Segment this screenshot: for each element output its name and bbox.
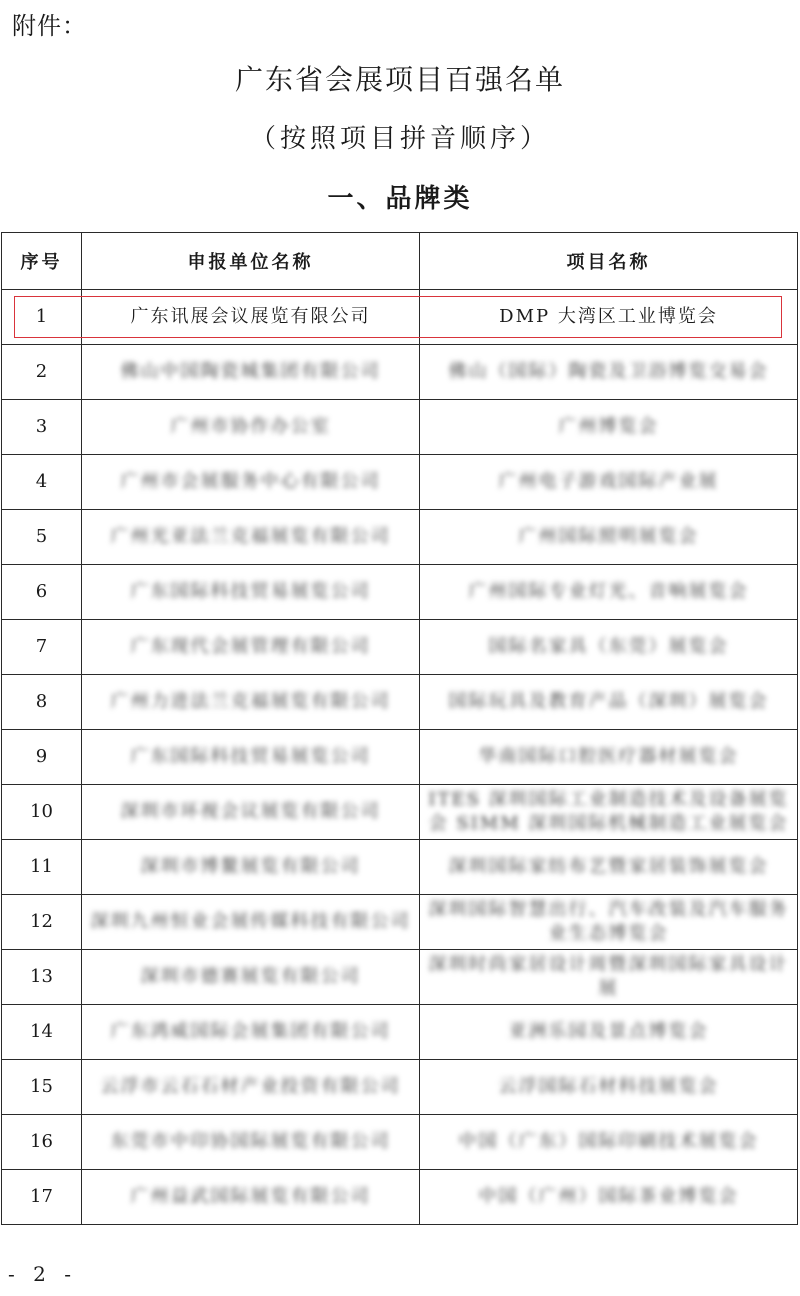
row-project xyxy=(420,1060,798,1115)
table-row xyxy=(2,785,798,840)
row-project xyxy=(420,675,798,730)
row-project-text: 中国（广东）国际印刷技术展览会 xyxy=(458,1131,759,1152)
row-company xyxy=(82,840,420,895)
row-company xyxy=(82,1115,420,1170)
row-project-text: 中国（广州）国际茶业博览会 xyxy=(478,1186,739,1207)
row-number: 12 xyxy=(2,895,82,950)
row-company-text: 佛山中国陶瓷城集团有限公司 xyxy=(120,361,381,382)
table-header-row xyxy=(2,233,798,290)
row-project-text: 广州博览会 xyxy=(558,416,659,437)
row-project xyxy=(420,1115,798,1170)
row-company xyxy=(82,895,420,950)
table-row xyxy=(2,895,798,950)
row-project-text: 国际名家具（东莞）展览会 xyxy=(488,636,729,657)
row-company xyxy=(82,1060,420,1115)
row-project xyxy=(420,510,798,565)
row-company xyxy=(82,345,420,400)
project-list-table xyxy=(1,232,798,1225)
row-company-text: 云浮市云石石材产业投资有限公司 xyxy=(100,1076,401,1097)
table-body xyxy=(2,290,798,1225)
row-company-text: 广东现代会展管理有限公司 xyxy=(130,636,371,657)
row-project-text: 华南国际口腔医疗器材展览会 xyxy=(478,746,739,767)
row-company xyxy=(82,675,420,730)
row-number: 8 xyxy=(2,675,82,730)
row-project xyxy=(420,620,798,675)
table-row xyxy=(2,840,798,895)
row-project xyxy=(420,730,798,785)
table-row xyxy=(2,345,798,400)
row-company xyxy=(82,400,420,455)
row-project xyxy=(420,840,798,895)
row-company xyxy=(82,730,420,785)
table-row xyxy=(2,1170,798,1225)
row-project xyxy=(420,455,798,510)
row-project-text: 广州电子游戏国际产业展 xyxy=(498,471,719,492)
attachment-label: 附件： xyxy=(12,12,87,40)
row-number: 9 xyxy=(2,730,82,785)
row-company xyxy=(82,510,420,565)
row-project-text: 深圳时尚家居设计周暨深圳国际家具设计展 xyxy=(428,954,789,999)
row-number: 3 xyxy=(2,400,82,455)
row-company xyxy=(82,1005,420,1060)
row-number: 6 xyxy=(2,565,82,620)
row-number: 16 xyxy=(2,1115,82,1170)
table-row xyxy=(2,400,798,455)
table-row xyxy=(2,950,798,1005)
row-company-text: 深圳市环视会议展览有限公司 xyxy=(120,801,381,822)
row-company-text: 广州益武国际展览有限公司 xyxy=(130,1186,371,1207)
row-company-text: 广东鸿威国际会展集团有限公司 xyxy=(110,1021,391,1042)
table-row xyxy=(2,730,798,785)
header-serial-number: 序号 xyxy=(2,233,82,290)
header-project-name: 项目名称 xyxy=(420,233,798,290)
row-project-text: 佛山（国际）陶瓷及卫浴博览交易会 xyxy=(448,361,769,382)
row-company xyxy=(82,1170,420,1225)
row-company-text: 广东国际科技贸易展览公司 xyxy=(130,746,371,767)
row-project-text: ITES 深圳国际工业制造技术及设备展览会 SIMM 深圳国际机械制造工业展览会 xyxy=(428,789,789,834)
page-number: - 2 - xyxy=(8,1262,77,1286)
row-project-text: 广州国际照明展览会 xyxy=(518,526,699,547)
row-number: 2 xyxy=(2,345,82,400)
row-company xyxy=(82,290,420,345)
row-project xyxy=(420,785,798,840)
row-project-text: 深圳国际智慧出行、汽车改装及汽车服务业生态博览会 xyxy=(428,899,789,944)
row-company-text: 东莞市中印协国际展览有限公司 xyxy=(110,1131,391,1152)
row-project xyxy=(420,1170,798,1225)
row-company-text: 深圳市博鳌展览有限公司 xyxy=(140,856,361,877)
row-number: 11 xyxy=(2,840,82,895)
row-company-text: 广东讯展会议展览有限公司 xyxy=(130,306,371,327)
row-company xyxy=(82,620,420,675)
row-company xyxy=(82,950,420,1005)
table-row xyxy=(2,455,798,510)
row-project xyxy=(420,950,798,1005)
row-project xyxy=(420,895,798,950)
row-project xyxy=(420,400,798,455)
page-subtitle: （按照项目拼音顺序） xyxy=(249,124,550,154)
row-company-text: 广州市协作办公室 xyxy=(170,416,331,437)
row-project-text: 云浮国际石材科技展览会 xyxy=(498,1076,719,1097)
row-company-text: 广东国际科技贸易展览公司 xyxy=(130,581,371,602)
row-company-text: 广州力进法兰克福展览有限公司 xyxy=(110,691,391,712)
table-row xyxy=(2,1115,798,1170)
header-company-name: 申报单位名称 xyxy=(82,233,420,290)
row-company xyxy=(82,565,420,620)
row-company-text: 广州市会展服务中心有限公司 xyxy=(120,471,381,492)
table-row xyxy=(2,675,798,730)
row-project xyxy=(420,565,798,620)
row-project-text: DMP 大湾区工业博览会 xyxy=(499,306,718,327)
row-company-text: 深圳九州恒业会展传媒科技有限公司 xyxy=(90,911,411,932)
row-company-text: 广州光亚法兰克福展览有限公司 xyxy=(110,526,391,547)
row-number: 10 xyxy=(2,785,82,840)
row-number: 1 xyxy=(2,290,82,345)
row-project-text: 亚洲乐园及景点博览会 xyxy=(508,1021,709,1042)
table-row xyxy=(2,1060,798,1115)
category-heading: 一、品牌类 xyxy=(327,184,473,214)
row-project-text: 广州国际专业灯光、音响展览会 xyxy=(468,581,749,602)
row-number: 15 xyxy=(2,1060,82,1115)
table-row xyxy=(2,565,798,620)
table-row xyxy=(2,1005,798,1060)
row-project xyxy=(420,345,798,400)
page-title: 广东省会展项目百强名单 xyxy=(234,63,565,96)
table-row xyxy=(2,290,798,345)
table-row xyxy=(2,510,798,565)
row-number: 4 xyxy=(2,455,82,510)
row-number: 13 xyxy=(2,950,82,1005)
row-number: 17 xyxy=(2,1170,82,1225)
row-company xyxy=(82,455,420,510)
table-row xyxy=(2,620,798,675)
row-project-text: 深圳国际家纺布艺暨家居装饰展览会 xyxy=(448,856,769,877)
row-project-text: 国际玩具及教育产品（深圳）展览会 xyxy=(448,691,769,712)
row-company xyxy=(82,785,420,840)
row-project xyxy=(420,290,798,345)
row-project xyxy=(420,1005,798,1060)
row-number: 5 xyxy=(2,510,82,565)
row-number: 14 xyxy=(2,1005,82,1060)
row-company-text: 深圳市德赛展览有限公司 xyxy=(140,966,361,987)
row-number: 7 xyxy=(2,620,82,675)
